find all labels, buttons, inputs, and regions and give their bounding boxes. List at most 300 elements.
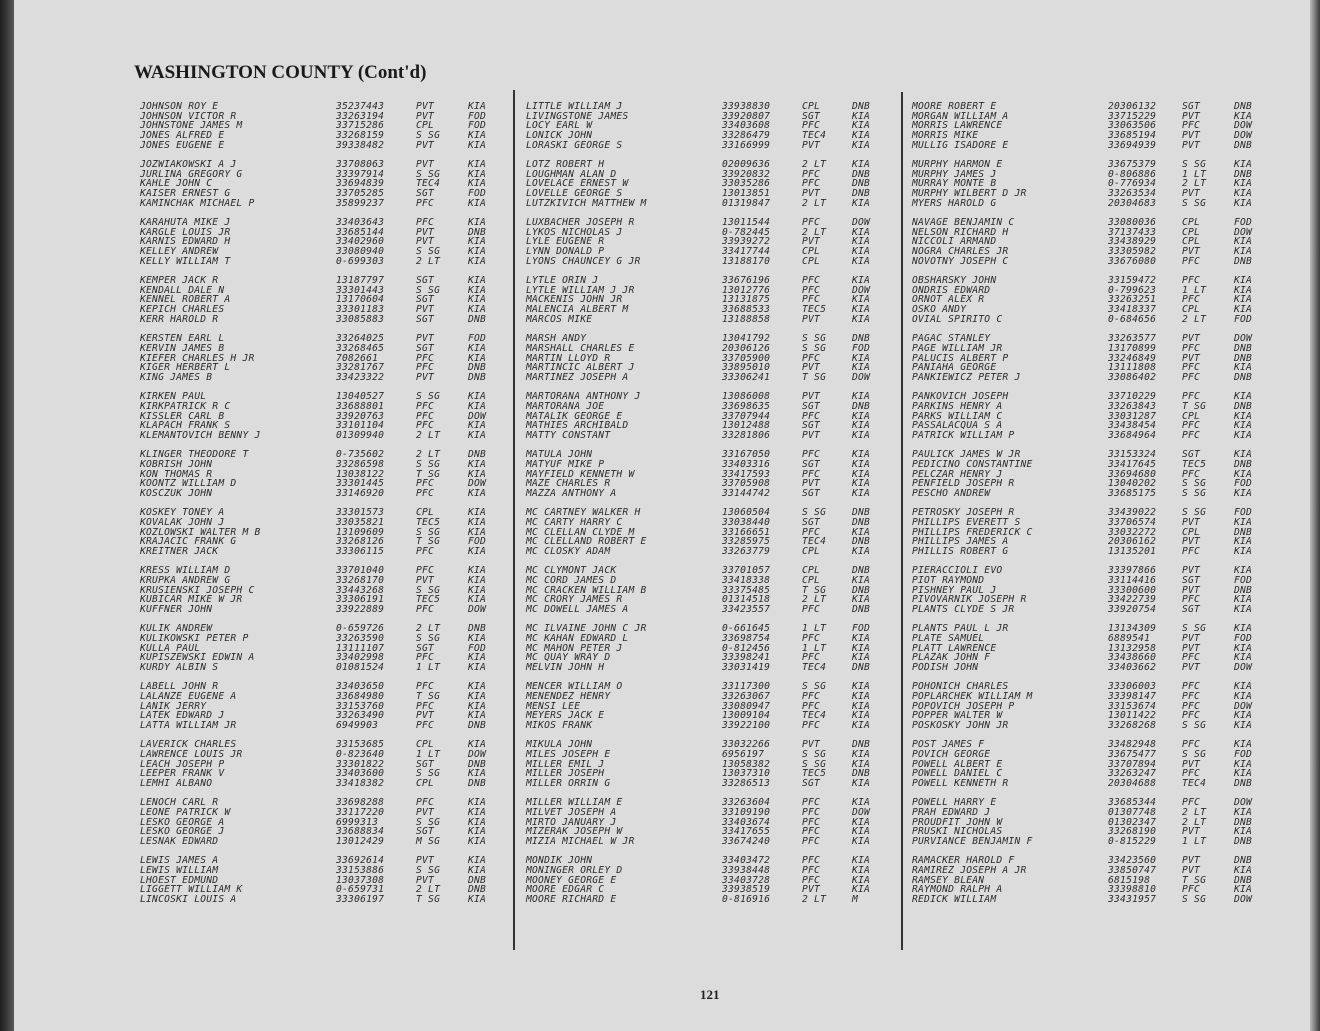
rank: S SG — [802, 681, 827, 693]
soldier-name: ONDRIS EDWARD — [912, 284, 991, 296]
soldier-name: PAGE WILLIAM JR — [912, 342, 1003, 354]
soldier-name: MARTIN LLOYD R — [526, 352, 611, 364]
rank: PVT — [1182, 642, 1201, 654]
roster-entry — [140, 373, 510, 383]
rank: PFC — [416, 720, 435, 732]
service-number: 33101104 — [336, 420, 385, 432]
rank: S SG — [1182, 159, 1207, 171]
column-divider-right — [901, 92, 903, 950]
service-number: 33922100 — [722, 720, 771, 732]
status-code: KIA — [1234, 294, 1253, 306]
roster-entry — [526, 141, 898, 151]
service-number: 33431957 — [1108, 894, 1157, 906]
status-code: KIA — [852, 720, 871, 732]
status-code: KIA — [1234, 420, 1253, 432]
status-code: KIA — [852, 391, 871, 403]
rank: TEC5 — [802, 304, 827, 316]
status-code: KIA — [852, 642, 871, 654]
status-code: KIA — [1234, 246, 1253, 258]
rank: PVT — [1182, 855, 1201, 867]
rank: SGT — [802, 400, 821, 412]
roster-entry — [140, 489, 510, 499]
rank: SGT — [802, 778, 821, 790]
rank: 2 LT — [416, 623, 441, 635]
roster-entry — [140, 663, 510, 673]
service-number: 33117300 — [722, 681, 771, 693]
soldier-name: KUFFNER JOHN — [140, 604, 213, 615]
status-code: FOD — [468, 333, 487, 345]
soldier-name: JONES ALFRED E — [140, 130, 225, 142]
soldier-name: MIRTO JANUARY J — [526, 816, 617, 828]
soldier-name: LITTLE WILLIAM J — [526, 101, 623, 112]
status-code: KIA — [1234, 536, 1253, 548]
status-code: FOD — [1234, 632, 1253, 644]
soldier-name: MATULA JOHN — [526, 449, 593, 461]
rank: PVT — [1182, 130, 1201, 142]
rank: PFC — [416, 420, 435, 432]
rank: PVT — [416, 874, 435, 886]
soldier-name: KRESS WILLIAM D — [140, 565, 231, 577]
service-number: 33684980 — [336, 691, 385, 702]
status-code: KIA — [852, 420, 871, 432]
rank: PFC — [802, 874, 821, 886]
soldier-name: JOHNSON VICTOR R — [140, 110, 237, 122]
soldier-name: MIZIA MICHAEL W JR — [526, 836, 635, 848]
roster-group — [526, 682, 898, 730]
service-number: 20304688 — [1108, 778, 1157, 790]
status-code: KIA — [852, 159, 871, 171]
roster-group — [526, 508, 898, 556]
service-number: 33153324 — [1108, 449, 1157, 461]
service-number: 33263194 — [336, 110, 385, 122]
status-code: DNB — [468, 362, 487, 374]
soldier-name: KOVALAK JOHN J — [140, 516, 225, 528]
rank: PFC — [802, 652, 821, 664]
status-code: KIA — [468, 352, 487, 364]
service-number: 33707944 — [722, 410, 771, 422]
service-number: 33268465 — [336, 342, 385, 354]
soldier-name: PURVIANCE BENJAMIN F — [912, 836, 1033, 848]
soldier-name: KAISER ERNEST G — [140, 188, 231, 200]
rank: PVT — [416, 110, 435, 122]
soldier-name: LOTZ ROBERT H — [526, 159, 605, 171]
rank: CPL — [416, 120, 435, 132]
soldier-name: POWELL ALBERT E — [912, 758, 1003, 770]
soldier-name: LATTA WILLIAM JR — [140, 720, 237, 732]
soldier-name: KARAHUTA MIKE J — [140, 217, 231, 229]
service-number: 33080940 — [336, 246, 385, 258]
roster-entry — [140, 315, 510, 325]
soldier-name: KULLA PAUL — [140, 642, 201, 654]
roster-group — [526, 740, 898, 788]
soldier-name: NAVAGE BENJAMIN C — [912, 217, 1015, 229]
status-code: KIA — [468, 662, 487, 674]
status-code: KIA — [852, 632, 871, 644]
rank: PFC — [1182, 342, 1201, 354]
status-code: DNB — [468, 778, 487, 790]
soldier-name: MAZE CHARLES R — [526, 478, 611, 490]
roster-group — [140, 566, 510, 614]
rank: CPL — [802, 246, 821, 258]
status-code: KIA — [468, 807, 487, 819]
roster-entry — [912, 141, 1267, 151]
rank: PFC — [416, 797, 435, 809]
service-number: 33268190 — [1108, 826, 1157, 838]
service-number: 33694839 — [336, 178, 385, 190]
status-code: KIA — [468, 797, 487, 809]
status-code: DNB — [468, 449, 487, 461]
service-number: 33268159 — [336, 130, 385, 142]
roster-group — [140, 450, 510, 498]
service-number: 7082661 — [336, 352, 379, 364]
service-number: 33438454 — [1108, 420, 1157, 432]
soldier-name: MENCER WILLIAM O — [526, 681, 623, 693]
roster-group — [912, 102, 1267, 150]
status-code: KIA — [1234, 284, 1253, 296]
service-number: 13135201 — [1108, 545, 1157, 557]
roster-group — [912, 508, 1267, 556]
rank: PVT — [1182, 246, 1201, 258]
soldier-name: PARKINS HENRY A — [912, 400, 1003, 412]
status-code: KIA — [1234, 468, 1253, 480]
rank: PVT — [802, 391, 821, 403]
service-number: 33286479 — [722, 130, 771, 142]
soldier-name: PANKIEWICZ PETER J — [912, 371, 1021, 383]
roster-entry — [526, 895, 898, 905]
rank: S SG — [1182, 487, 1207, 499]
service-number: 33301443 — [336, 284, 385, 296]
soldier-name: MILLER EMIL J — [526, 758, 605, 770]
rank: SGT — [802, 420, 821, 432]
status-code: DNB — [1234, 139, 1253, 151]
roster-column-1 — [140, 102, 510, 922]
status-code: KIA — [1234, 594, 1253, 606]
service-number: 33146920 — [336, 487, 385, 499]
rank: PFC — [802, 294, 821, 306]
service-number: 33422739 — [1108, 594, 1157, 606]
status-code: KIA — [468, 246, 487, 258]
roster-group — [526, 392, 898, 440]
status-code: KIA — [468, 894, 487, 906]
service-number: 33268268 — [1108, 720, 1157, 732]
rank: T SG — [1182, 874, 1207, 886]
status-code: DOW — [852, 371, 871, 383]
rank: PFC — [1182, 420, 1201, 432]
service-number: 13170604 — [336, 294, 385, 306]
rank: SGT — [1182, 449, 1201, 461]
service-number: 13037308 — [336, 874, 385, 886]
soldier-name: MARCOS MIKE — [526, 313, 593, 325]
soldier-name: OBSHARSKY JOHN — [912, 275, 997, 287]
status-code: KIA — [1234, 236, 1253, 248]
soldier-name: MILLER JOSEPH — [526, 768, 605, 780]
soldier-name: PISHNEY PAUL J — [912, 584, 997, 596]
service-number: 33403674 — [722, 816, 771, 828]
rank: SGT — [416, 826, 435, 838]
rank: PFC — [802, 217, 821, 229]
service-number: 0-659731 — [336, 884, 385, 896]
status-code: FOD — [468, 536, 487, 548]
soldier-name: LEWIS WILLIAM — [140, 865, 219, 877]
status-code: KIA — [468, 739, 487, 751]
roster-group — [140, 392, 510, 440]
soldier-name: POPLARCHEK WILLIAM M — [912, 691, 1033, 702]
roster-entry — [912, 721, 1267, 731]
roster-group — [526, 566, 898, 614]
status-code: KIA — [468, 507, 487, 519]
service-number: 33080947 — [722, 700, 771, 712]
service-number: 33938830 — [722, 101, 771, 112]
status-code: FOD — [1234, 749, 1253, 761]
soldier-name: RAMSEY BLEAN — [912, 874, 985, 886]
service-number: 33263490 — [336, 710, 385, 722]
service-number: 33403650 — [336, 681, 385, 693]
roster-entry — [140, 721, 510, 731]
rank: PFC — [1182, 768, 1201, 780]
roster-entry — [912, 779, 1267, 789]
soldier-name: MOORE EDGAR C — [526, 884, 605, 896]
rank: PFC — [802, 826, 821, 838]
soldier-name: LATEK EDWARD J — [140, 710, 225, 722]
status-code: DNB — [1234, 816, 1253, 828]
rank: PFC — [1182, 468, 1201, 480]
status-code: KIA — [1234, 604, 1253, 615]
soldier-name: MOORE ROBERT E — [912, 101, 997, 112]
county-heading: WASHINGTON COUNTY (Cont'd) — [134, 62, 427, 83]
service-number: 20304683 — [1108, 197, 1157, 209]
service-number: 01319847 — [722, 197, 771, 209]
soldier-name: KISSLER CARL B — [140, 410, 225, 422]
soldier-name: KULIK ANDREW — [140, 623, 213, 635]
rank: T SG — [416, 468, 441, 480]
rank: CPL — [1182, 236, 1201, 248]
status-code: DNB — [852, 536, 871, 548]
rank: PFC — [1182, 255, 1201, 267]
roster-entry — [526, 837, 898, 847]
service-number: 13013851 — [722, 188, 771, 200]
rank: S SG — [1182, 623, 1207, 635]
status-code: KIA — [468, 139, 487, 151]
status-code: FOD — [468, 120, 487, 132]
service-number: 33085883 — [336, 313, 385, 325]
service-number: 33306241 — [722, 371, 771, 383]
service-number: 33263604 — [722, 797, 771, 809]
roster-entry — [526, 199, 898, 209]
soldier-name: KIGER HERBERT L — [140, 362, 231, 374]
rank: 2 LT — [802, 197, 827, 209]
service-number: 13187797 — [336, 275, 385, 287]
service-number: 33938448 — [722, 865, 771, 877]
service-number: 33301573 — [336, 507, 385, 519]
service-number: 13058382 — [722, 758, 771, 770]
status-code: KIA — [852, 110, 871, 122]
service-number: 33398810 — [1108, 884, 1157, 896]
status-code: FOD — [1234, 478, 1253, 490]
rank: TEC5 — [802, 768, 827, 780]
rank: TEC5 — [1182, 458, 1207, 470]
rank: CPL — [1182, 526, 1201, 538]
roster-group — [526, 798, 898, 846]
roster-group — [912, 276, 1267, 324]
soldier-name: LIGGETT WILLIAM K — [140, 884, 243, 896]
rank: TEC4 — [802, 710, 827, 722]
service-number: 33153674 — [1108, 700, 1157, 712]
status-code: KIA — [852, 246, 871, 258]
rank: PVT — [1182, 516, 1201, 528]
status-code: KIA — [852, 758, 871, 770]
rank: PFC — [802, 836, 821, 848]
rank: S SG — [416, 284, 441, 296]
service-number: 20306132 — [1108, 101, 1157, 112]
status-code: KIA — [1234, 178, 1253, 190]
service-number: 33306003 — [1108, 681, 1157, 693]
status-code: KIA — [852, 691, 871, 702]
rank: TEC4 — [802, 662, 827, 674]
rank: CPL — [1182, 217, 1201, 229]
service-number: 33676080 — [1108, 255, 1157, 267]
rank: 1 LT — [416, 662, 441, 674]
status-code: KIA — [852, 797, 871, 809]
rank: 2 LT — [802, 894, 827, 906]
service-number: 33035286 — [722, 178, 771, 190]
rank: PVT — [1182, 584, 1201, 596]
roster-entry — [140, 431, 510, 441]
rank: PFC — [416, 652, 435, 664]
service-number: 33692614 — [336, 855, 385, 867]
rank: TEC4 — [416, 178, 441, 190]
service-number: 33715229 — [1108, 110, 1157, 122]
service-number: 33268170 — [336, 574, 385, 586]
soldier-name: RAYMOND RALPH A — [912, 884, 1003, 896]
soldier-name: PRUSKI NICHOLAS — [912, 826, 1003, 838]
status-code: KIA — [852, 874, 871, 886]
rank: 2 LT — [802, 226, 827, 238]
soldier-name: MORRIS LAWRENCE — [912, 120, 1003, 132]
service-number: 33403600 — [336, 768, 385, 780]
soldier-name: KERR HAROLD R — [140, 313, 219, 325]
soldier-name: KOONTZ WILLIAM D — [140, 478, 237, 490]
service-number: 13040527 — [336, 391, 385, 403]
status-code: KIA — [468, 429, 487, 441]
soldier-name: MOORE RICHARD E — [526, 894, 617, 906]
status-code: DNB — [852, 178, 871, 190]
service-number: 33153886 — [336, 865, 385, 877]
rank: S SG — [416, 632, 441, 644]
roster-group — [526, 334, 898, 382]
soldier-name: KAMINCHAK MICHAEL P — [140, 197, 255, 209]
service-number: 33675477 — [1108, 749, 1157, 761]
status-code: KIA — [1234, 768, 1253, 780]
status-code: DNB — [852, 662, 871, 674]
soldier-name: MURRAY MONTE B — [912, 178, 997, 190]
service-number: 01302347 — [1108, 816, 1157, 828]
status-code: KIA — [1234, 720, 1253, 732]
soldier-name: KEMPER JACK R — [140, 275, 219, 287]
soldier-name: PHILLIS ROBERT G — [912, 545, 1009, 557]
soldier-name: MEYERS JACK E — [526, 710, 605, 722]
rank: PFC — [1182, 739, 1201, 751]
status-code: DOW — [1234, 130, 1253, 142]
rank: SGT — [416, 758, 435, 770]
service-number: 13188858 — [722, 313, 771, 325]
soldier-name: MATHIES ARCHIBALD — [526, 420, 629, 432]
rank: PVT — [1182, 662, 1201, 674]
soldier-name: LOVELACE ERNEST W — [526, 178, 629, 190]
roster-entry — [140, 895, 510, 905]
status-code: KIA — [468, 700, 487, 712]
status-code: FOD — [468, 188, 487, 200]
rank: PFC — [416, 362, 435, 374]
roster-group — [526, 856, 898, 904]
soldier-name: POVICH GEORGE — [912, 749, 991, 761]
status-code: KIA — [1234, 275, 1253, 287]
soldier-name: KIRKPATRICK R C — [140, 400, 231, 412]
soldier-name: PATRICK WILLIAM P — [912, 429, 1015, 441]
rank: PVT — [802, 139, 821, 151]
rank: 1 LT — [802, 642, 827, 654]
roster-group — [140, 740, 510, 788]
rank: PFC — [802, 700, 821, 712]
soldier-name: PHILLIPS JAMES A — [912, 536, 1009, 548]
rank: T SG — [416, 894, 441, 906]
status-code: KIA — [468, 168, 487, 180]
soldier-name: KAHLE JOHN C — [140, 178, 213, 190]
status-code: KIA — [468, 101, 487, 112]
roster-group — [526, 450, 898, 498]
status-code: DNB — [852, 584, 871, 596]
service-number: 33698635 — [722, 400, 771, 412]
service-number: 33685175 — [1108, 487, 1157, 499]
service-number: 35899237 — [336, 197, 385, 209]
soldier-name: LYNN DONALD P — [526, 246, 605, 258]
service-number: 33701057 — [722, 565, 771, 577]
rank: PVT — [1182, 536, 1201, 548]
rank: T SG — [802, 371, 827, 383]
soldier-name: MONDIK JOHN — [526, 855, 593, 867]
service-number: 37137433 — [1108, 226, 1157, 238]
service-number: 33301822 — [336, 758, 385, 770]
service-number: 13011544 — [722, 217, 771, 229]
service-number: 33031419 — [722, 662, 771, 674]
soldier-name: PLATE SAMUEL — [912, 632, 985, 644]
rank: SGT — [416, 642, 435, 654]
status-code: KIA — [852, 487, 871, 499]
service-number: 33707894 — [1108, 758, 1157, 770]
soldier-name: MATYUF MIKE P — [526, 458, 605, 470]
soldier-name: LABELL JOHN R — [140, 681, 219, 693]
status-code: DNB — [852, 101, 871, 112]
service-number: 6999313 — [336, 816, 379, 828]
service-number: 33685144 — [336, 226, 385, 238]
roster-entry — [526, 431, 898, 441]
status-code: KIA — [1234, 681, 1253, 693]
status-code: KIA — [852, 458, 871, 470]
status-code: KIA — [468, 294, 487, 306]
soldier-name: NOVOTNY JOSEPH C — [912, 255, 1009, 267]
rank: PVT — [416, 226, 435, 238]
soldier-name: PHILLIPS EVERETT S — [912, 516, 1021, 528]
rank: 1 LT — [1182, 168, 1207, 180]
soldier-name: LEWIS JAMES A — [140, 855, 219, 867]
soldier-name: PLANTS CLYDE S JR — [912, 604, 1015, 615]
status-code: KIA — [468, 304, 487, 316]
service-number: 33398147 — [1108, 691, 1157, 702]
rank: TEC4 — [1182, 778, 1207, 790]
status-code: KIA — [468, 826, 487, 838]
soldier-name: PROUDFIT JOHN W — [912, 816, 1003, 828]
service-number: 33715286 — [336, 120, 385, 132]
rank: SGT — [1182, 101, 1201, 112]
